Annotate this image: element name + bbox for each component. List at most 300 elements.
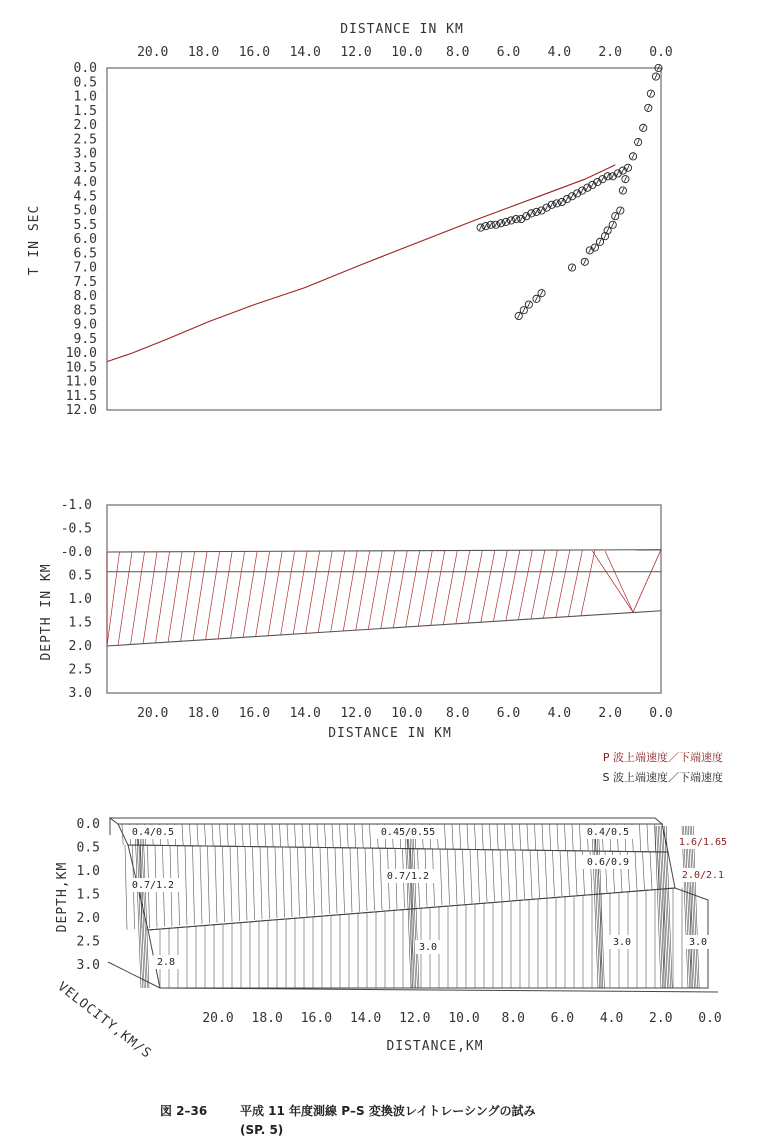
tt-y-tick: 0.5 — [73, 75, 97, 91]
vm-rib-upper — [197, 824, 198, 846]
tt-marker-tick — [495, 222, 497, 227]
ds-y-tick: -0.5 — [60, 521, 92, 537]
tt-marker-tick — [596, 179, 598, 184]
tt-traveltime-line — [107, 165, 615, 362]
ds-y-tick: 1.0 — [68, 592, 92, 607]
vm-rib-middle — [538, 850, 540, 897]
vm-y-tick: 2.5 — [76, 934, 100, 950]
ds-ray — [181, 552, 195, 642]
vm-rib-bundle — [140, 826, 146, 988]
vm-rib-middle — [365, 848, 367, 911]
tt-marker-tick — [601, 177, 603, 182]
tt-marker-tick — [642, 125, 644, 130]
vm-rib-upper — [512, 824, 513, 850]
vm-rib-upper — [235, 824, 236, 846]
tt-marker-tick — [632, 154, 634, 159]
tt-marker-tick — [479, 225, 481, 230]
ds-ray — [468, 550, 482, 623]
tt-marker-tick — [576, 191, 578, 196]
tt-y-tick: 4.0 — [73, 175, 97, 190]
tt-marker — [601, 233, 608, 240]
vm-rib-middle — [298, 847, 300, 916]
ds-x-tick: 2.0 — [598, 706, 622, 721]
tt-marker-tick — [591, 182, 593, 187]
tt-y-tick: 0.0 — [73, 61, 97, 76]
vm-rib-bundle — [693, 826, 699, 988]
ds-x-tick: 12.0 — [340, 706, 372, 721]
ds-ray — [518, 550, 532, 620]
ds-ray — [368, 551, 382, 630]
tt-y-tick: 11.5 — [65, 388, 97, 404]
vm-rib-middle — [268, 847, 270, 919]
vm-rib-middle — [560, 851, 562, 896]
vm-rib-middle — [545, 850, 547, 897]
tt-marker — [622, 176, 629, 183]
tt-marker-tick — [571, 194, 573, 199]
ds-ylabel: DEPTH IN KM — [39, 563, 54, 661]
vm-y-tick: 3.0 — [76, 958, 100, 973]
tt-marker-tick — [505, 219, 507, 224]
tt-marker-tick — [556, 201, 558, 206]
vm-x-tick: 14.0 — [349, 1011, 382, 1026]
tt-x-tick: 20.0 — [137, 45, 169, 60]
ds-x-tick: 16.0 — [238, 706, 271, 721]
vm-rib-middle — [125, 845, 127, 930]
vm-rib-middle — [380, 848, 382, 910]
tt-marker — [609, 221, 616, 228]
ds-ray — [331, 551, 345, 632]
vm-rib-upper — [310, 824, 311, 847]
vm-y-tick: 1.0 — [76, 864, 100, 879]
tt-x-tick: 10.0 — [391, 45, 423, 60]
tt-x-tick: 16.0 — [238, 45, 271, 60]
tt-marker-tick — [622, 188, 624, 193]
tt-x-tick: 18.0 — [187, 45, 220, 60]
vm-rib-upper — [557, 824, 558, 851]
vm-rib-middle — [530, 850, 532, 898]
vm-rib-middle — [463, 849, 465, 903]
vm-layer-label: 3.0 — [688, 937, 708, 948]
tt-marker — [619, 187, 626, 194]
ds-ray — [156, 552, 170, 643]
vm-rib-upper — [445, 824, 446, 849]
tt-y-tick: 2.0 — [73, 118, 97, 133]
tt-marker-tick — [647, 105, 649, 110]
figure-caption — [160, 1103, 535, 1137]
tt-xlabel: DISTANCE IN KM — [340, 22, 464, 37]
vm-rib-bundle — [692, 826, 698, 988]
vm-rib-bundle — [684, 826, 690, 988]
tt-marker-tick — [566, 197, 568, 202]
caption-title: 平成 11 年度測線 P–S 変換波レイトレーシングの試み — [240, 1104, 536, 1118]
vm-rib-upper — [265, 824, 266, 847]
vm-rib-middle — [493, 850, 495, 902]
tt-marker-tick — [490, 222, 492, 227]
vm-y-tick: 2.0 — [76, 911, 100, 926]
tt-marker — [612, 213, 619, 220]
ds-y-tick-labels — [61, 498, 92, 701]
tt-marker — [652, 73, 659, 80]
ds-boundary — [107, 550, 661, 552]
ds-ray — [256, 551, 270, 636]
vm-layer-label: 3.0 — [418, 942, 438, 953]
ds-ray — [531, 550, 545, 619]
ds-ray — [193, 552, 207, 641]
tt-y-tick: 10.5 — [65, 360, 97, 376]
tt-marker — [525, 301, 532, 308]
vm-rib-upper — [475, 824, 476, 850]
ds-y-tick: -1.0 — [60, 498, 92, 513]
ds-xlabel: DISTANCE IN KM — [328, 726, 452, 741]
tt-y-tick: 5.5 — [73, 217, 97, 233]
vm-rib-upper — [280, 824, 281, 847]
ds-ray — [318, 551, 332, 633]
vm-rib-upper — [250, 824, 251, 847]
tt-x-tick: 12.0 — [340, 45, 372, 60]
tt-y-tick: 2.5 — [73, 132, 97, 148]
tt-x-tick-labels — [137, 45, 673, 60]
tt-marker-tick — [510, 218, 512, 223]
vm-rib-upper — [317, 824, 318, 848]
tt-marker-tick — [520, 216, 522, 221]
vm-rib-bundle — [661, 826, 667, 988]
ds-ray — [556, 550, 570, 617]
vm-layer-label: 0.4/0.5 — [586, 827, 630, 838]
ds-plot-frame — [107, 505, 661, 693]
vm-top-face — [110, 818, 662, 824]
vm-rib-middle — [320, 848, 322, 915]
vm-rib-middle — [200, 846, 202, 924]
vm-y-tick: 0.5 — [76, 840, 100, 856]
tt-y-tick: 12.0 — [65, 403, 97, 418]
vm-rib-upper — [325, 824, 326, 848]
vm-rib-middle — [313, 847, 315, 915]
vm-rib-upper — [527, 824, 528, 850]
tt-marker-tick — [517, 313, 519, 318]
vm-rib-upper — [542, 824, 543, 850]
tt-y-tick: 7.0 — [73, 260, 97, 276]
tt-marker — [635, 139, 642, 146]
vm-rib-middle — [500, 850, 502, 901]
vm-rib-bundle — [594, 826, 600, 988]
vm-rib-middle — [575, 851, 577, 895]
vm-rib-upper — [227, 824, 228, 846]
vm-rib-upper — [482, 824, 483, 850]
legend-s-wave: S 波上端速度／下端速度 — [602, 771, 723, 784]
tt-y-tick: 8.0 — [73, 289, 97, 304]
vm-rib-bundle — [410, 826, 416, 988]
tt-marker-tick — [484, 224, 486, 229]
tt-marker — [520, 307, 527, 314]
vm-rib-upper — [182, 824, 183, 846]
vm-rib-middle — [343, 848, 345, 913]
ds-x-tick: 6.0 — [496, 706, 521, 721]
tt-y-tick: 1.0 — [73, 89, 97, 105]
vm-rib-middle — [508, 850, 510, 900]
ds-ray — [506, 550, 520, 620]
vm-rib-middle — [328, 848, 330, 914]
vm-layer-label: 1.6/1.65 — [678, 837, 728, 848]
ds-ray — [443, 551, 457, 625]
tt-marker — [553, 200, 560, 207]
vm-rib-middle — [223, 846, 225, 922]
tt-marker — [487, 221, 494, 228]
vm-rib-upper — [190, 824, 191, 846]
vm-rib-upper — [362, 824, 363, 848]
tt-marker-tick — [586, 185, 588, 190]
vm-layer-label: 3.0 — [612, 937, 632, 948]
vm-rib-bundle — [660, 826, 666, 988]
ds-x-tick: 20.0 — [137, 706, 169, 721]
tt-marker-tick — [500, 221, 502, 226]
ds-y-tick: 3.0 — [68, 686, 92, 701]
vm-rib-bundle — [408, 826, 414, 988]
vm-layer-label: 2.0/2.1 — [681, 870, 725, 881]
ds-ray — [143, 552, 157, 644]
ds-ray — [118, 552, 132, 645]
tt-marker-tick — [650, 91, 652, 96]
vm-rib-middle — [253, 847, 255, 920]
vm-layer-label: 2.8 — [156, 957, 176, 968]
vm-rib-bundle — [598, 826, 604, 988]
tt-x-tick: 6.0 — [496, 45, 521, 60]
tt-marker — [629, 153, 636, 160]
caption-sub: (SP. 5) — [240, 1123, 284, 1137]
vm-rib-bundle — [666, 826, 672, 988]
tt-marker-tick — [540, 208, 542, 213]
vm-rib-middle — [275, 847, 277, 918]
vm-rib-upper — [452, 824, 453, 849]
ds-ray — [581, 550, 595, 616]
tt-x-tick: 4.0 — [547, 45, 572, 60]
tt-y-tick: 6.5 — [73, 246, 97, 262]
tt-marker — [533, 208, 540, 215]
vm-rib-middle — [358, 848, 360, 912]
vm-rib-middle — [350, 848, 352, 912]
vm-y-tick: 1.5 — [76, 887, 100, 903]
vm-rib-middle — [523, 850, 525, 899]
vm-rib-upper — [212, 824, 213, 846]
ds-ray — [293, 551, 307, 634]
tt-y-tick-labels — [66, 61, 97, 418]
ds-ray — [418, 551, 432, 627]
vm-rib-middle — [448, 849, 450, 905]
vm-rib-upper — [490, 824, 491, 850]
tt-x-tick: 0.0 — [649, 45, 673, 60]
ds-ray — [568, 550, 582, 617]
vm-rib-upper — [460, 824, 461, 849]
vm-rib-upper — [520, 824, 521, 850]
vm-rib-upper — [355, 824, 356, 848]
vm-zlabel: VELOCITY,KM/S — [54, 979, 155, 1062]
vm-x-tick: 20.0 — [202, 1011, 234, 1026]
vm-rib-middle — [238, 846, 240, 921]
ds-ray — [243, 551, 257, 637]
vm-rib-upper — [467, 824, 468, 849]
tt-marker-tick — [540, 291, 542, 296]
caption-number: 図 2–36 — [160, 1104, 208, 1118]
vm-x-tick: 2.0 — [649, 1011, 673, 1026]
ds-ray — [431, 551, 445, 626]
vm-rib-upper — [550, 824, 551, 851]
tt-marker-tick — [545, 205, 547, 210]
tt-marker-tick — [606, 228, 608, 233]
vm-rib-middle — [215, 846, 217, 923]
vm-layer-label: 0.6/0.9 — [586, 857, 630, 868]
tt-series-group — [107, 64, 662, 361]
tt-marker — [581, 258, 588, 265]
vm-rib-upper — [505, 824, 506, 850]
vm-rib-bundle — [413, 826, 419, 988]
velocity-model-chart — [55, 817, 733, 1062]
vm-x-tick-labels — [202, 1011, 721, 1026]
ds-ray — [131, 552, 145, 645]
tt-marker-tick — [561, 199, 563, 204]
ds-y-tick: 2.5 — [68, 662, 92, 678]
tt-marker — [617, 207, 624, 214]
tt-marker-tick — [594, 245, 596, 250]
vm-rib-bundle — [597, 826, 603, 988]
vm-layer-label: 0.7/1.2 — [386, 871, 430, 882]
vm-y-tick: 0.0 — [76, 817, 100, 832]
ds-x-tick: 10.0 — [391, 706, 423, 721]
ds-y-tick: 1.5 — [68, 615, 92, 631]
vm-rib-middle — [470, 849, 472, 903]
ds-ray — [281, 551, 295, 635]
tt-y-tick: 6.0 — [73, 232, 97, 247]
ds-x-tick: 0.0 — [649, 706, 673, 721]
vm-rib-upper — [340, 824, 341, 848]
vm-rib-upper — [242, 824, 243, 847]
tt-marker — [477, 224, 484, 231]
tt-marker — [647, 90, 654, 97]
vm-rib-middle — [455, 849, 457, 904]
tt-marker — [513, 215, 520, 222]
ds-ray — [306, 551, 320, 633]
tt-x-tick: 14.0 — [289, 45, 321, 60]
vm-rib-upper — [257, 824, 258, 847]
vm-x-tick: 18.0 — [251, 1011, 283, 1026]
vm-rib-bundle — [688, 826, 694, 988]
vm-xlabel: DISTANCE,KM — [386, 1039, 484, 1054]
vm-rib-middle — [568, 851, 570, 896]
tt-marker — [640, 124, 647, 131]
tt-marker — [515, 312, 522, 319]
tt-y-tick: 7.5 — [73, 274, 97, 290]
vm-rib-bundle — [682, 826, 688, 988]
tt-marker-tick — [655, 74, 657, 79]
vm-rib-bundle — [655, 826, 661, 988]
ds-x-tick: 18.0 — [187, 706, 220, 721]
ds-ray-near — [605, 551, 633, 612]
tt-marker-tick — [525, 214, 527, 219]
vm-y-tick-labels — [77, 817, 100, 973]
ds-ray — [393, 551, 407, 628]
vm-rib-middle — [440, 849, 442, 905]
legend-p-wave: P 波上端速度／下端速度 — [602, 751, 723, 764]
vm-x-tick: 4.0 — [599, 1011, 624, 1026]
ds-ray — [268, 551, 282, 635]
vm-rib-upper — [332, 824, 333, 848]
tt-marker-tick — [581, 188, 583, 193]
vm-rib-middle — [208, 846, 210, 923]
ds-ray — [107, 552, 120, 646]
ds-ray-near — [592, 550, 661, 613]
tt-marker — [568, 264, 575, 271]
tt-marker-tick — [589, 248, 591, 253]
ds-ray — [356, 551, 370, 630]
vm-rib-middle — [485, 850, 487, 902]
vm-rib-middle — [283, 847, 285, 917]
tt-marker — [596, 238, 603, 245]
tt-y-tick: 3.0 — [73, 146, 97, 162]
vm-rib-middle — [335, 848, 337, 914]
ds-ray — [493, 550, 507, 621]
vm-rib-middle — [635, 852, 637, 891]
vm-x-tick: 10.0 — [448, 1011, 480, 1026]
tt-ylabel: T IN SEC — [27, 204, 42, 276]
vm-depth-axis — [108, 962, 160, 988]
ds-x-tick: 14.0 — [289, 706, 321, 721]
tt-marker-tick — [612, 222, 614, 227]
ds-y-tick: 0.5 — [68, 568, 92, 584]
vm-rib-bundle — [595, 826, 601, 988]
vm-x-tick: 12.0 — [399, 1011, 431, 1026]
vm-rib-middle — [245, 847, 247, 921]
vm-rib-upper — [647, 824, 648, 852]
vm-rib-upper — [205, 824, 206, 846]
vm-rib-middle — [193, 846, 195, 925]
vm-layer-label: 0.7/1.2 — [131, 880, 175, 891]
vm-rib-middle — [230, 846, 232, 921]
tt-marker-tick — [627, 165, 629, 170]
vm-rib-bundle — [687, 826, 693, 988]
vm-rib-upper — [370, 824, 371, 848]
tt-marker — [538, 290, 545, 297]
tt-marker — [502, 218, 509, 225]
ds-ray — [456, 550, 470, 623]
tt-y-tick: 3.5 — [73, 160, 97, 176]
vm-rib-upper — [572, 824, 573, 851]
vm-rib-bundle — [657, 826, 663, 988]
vm-rib-bundle — [592, 826, 598, 988]
tt-marker-tick — [614, 214, 616, 219]
vm-rib-upper — [580, 824, 581, 851]
vm-base-line — [160, 988, 718, 992]
vm-rib-middle — [373, 848, 375, 910]
vm-rib-middle — [305, 847, 307, 915]
tt-marker-tick — [606, 174, 608, 179]
vm-rib-middle — [643, 852, 645, 890]
tt-marker-tick — [551, 202, 553, 207]
ds-y-tick: 2.0 — [68, 639, 92, 654]
tt-marker-tick — [612, 174, 614, 179]
vm-rib-middle — [260, 847, 262, 919]
velocity-legend — [603, 750, 723, 784]
traveltime-chart — [27, 22, 673, 418]
tt-x-tick: 2.0 — [598, 45, 622, 60]
vm-rib-upper — [497, 824, 498, 850]
ds-rays-and-boundaries — [107, 550, 661, 646]
vm-rib-upper — [347, 824, 348, 848]
tt-plot-frame — [107, 68, 661, 410]
vm-layer-label: 0.4/0.5 — [131, 827, 175, 838]
tt-y-tick: 10.0 — [65, 346, 97, 361]
ds-x-tick-labels — [137, 706, 673, 721]
ds-x-tick: 4.0 — [547, 706, 572, 721]
vm-ylabel: DEPTH,KM — [55, 861, 70, 933]
tt-marker-tick — [530, 211, 532, 216]
